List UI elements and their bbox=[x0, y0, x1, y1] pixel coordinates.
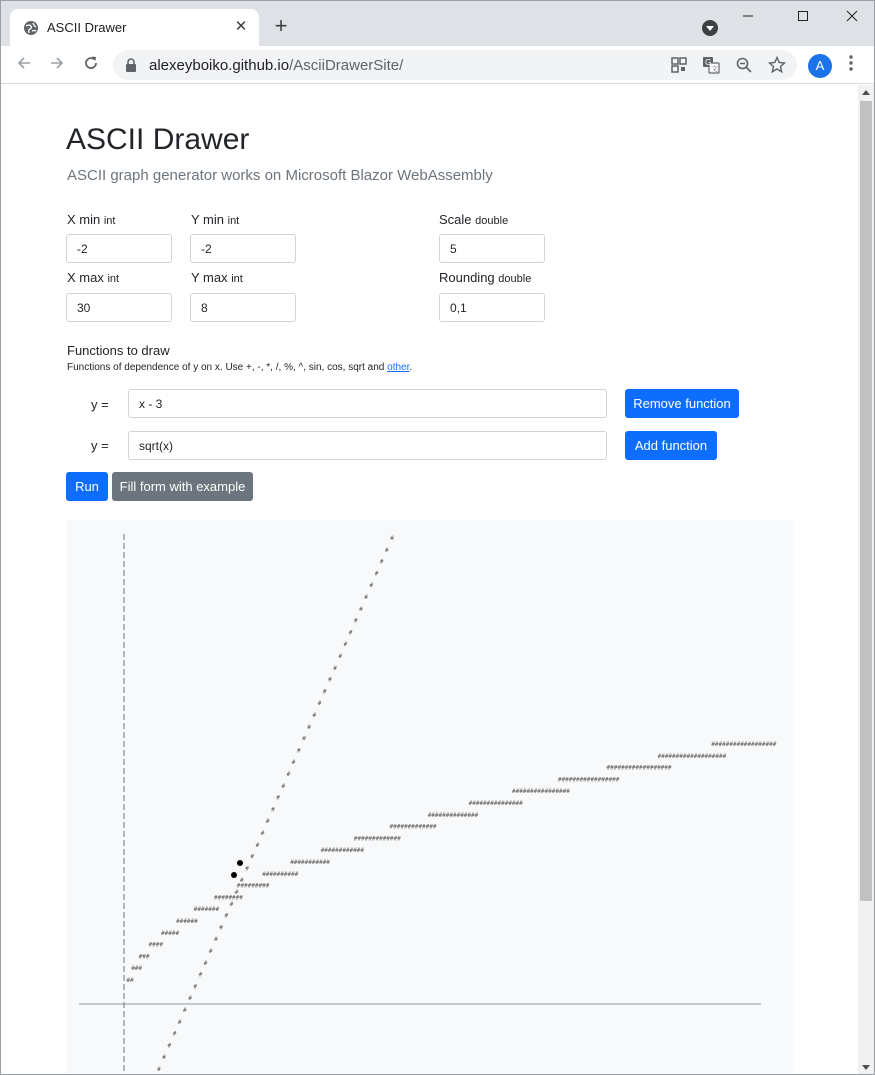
function-2-glyph: ################## bbox=[606, 764, 672, 772]
ymax-label: Y max int bbox=[191, 270, 243, 285]
function-2-glyph: ################## bbox=[711, 741, 777, 748]
ascii-plot-canvas bbox=[66, 520, 793, 1075]
function-1-glyph: # bbox=[240, 877, 244, 885]
zoom-out-icon[interactable] bbox=[735, 56, 753, 74]
function-1-glyph: # bbox=[374, 570, 379, 578]
ymax-input[interactable]: 8 bbox=[190, 293, 296, 322]
function-2-glyph: ###### bbox=[176, 918, 198, 925]
run-button[interactable]: Run bbox=[66, 472, 108, 501]
tab-close-icon[interactable]: ✕ bbox=[234, 18, 248, 35]
functions-title: Functions to draw bbox=[67, 343, 170, 358]
translate-icon[interactable] bbox=[702, 56, 720, 74]
tab-strip bbox=[1, 1, 874, 46]
function-1-glyph: # bbox=[390, 535, 394, 542]
function-1-glyph: # bbox=[354, 617, 358, 625]
function-2-glyph: ##### bbox=[161, 929, 180, 937]
function-2-glyph: ######### bbox=[236, 882, 270, 890]
function-1-glyph: # bbox=[286, 771, 291, 778]
minimize-icon[interactable] bbox=[733, 7, 763, 29]
forward-icon[interactable] bbox=[45, 53, 69, 77]
function-1-glyph: # bbox=[348, 629, 353, 637]
scrollbar-thumb[interactable] bbox=[860, 101, 872, 901]
scroll-down-icon[interactable] bbox=[862, 1065, 870, 1070]
function-2-glyph: ### bbox=[131, 965, 143, 973]
svg-text:文: 文 bbox=[711, 66, 718, 73]
remove-function-button[interactable]: Remove function bbox=[625, 389, 739, 418]
function-1-glyph: # bbox=[245, 865, 249, 873]
rounding-label: Rounding double bbox=[439, 270, 532, 285]
function-1-glyph: # bbox=[229, 900, 234, 908]
function-1-glyph: # bbox=[364, 594, 368, 601]
function-1-glyph: # bbox=[265, 818, 270, 826]
page-title: ASCII Drawer bbox=[66, 123, 250, 156]
rounding-input[interactable]: 0,1 bbox=[439, 293, 545, 322]
function-1-glyph: # bbox=[172, 1030, 177, 1038]
tab-title: ASCII Drawer bbox=[47, 20, 127, 35]
function-1-glyph: # bbox=[297, 747, 301, 755]
function-1-glyph: # bbox=[183, 1007, 187, 1014]
fill-example-button[interactable]: Fill form with example bbox=[112, 472, 253, 501]
lock-icon bbox=[125, 58, 137, 72]
scroll-up-icon[interactable] bbox=[862, 90, 870, 95]
function-1-glyph: # bbox=[317, 700, 322, 708]
globe-icon bbox=[23, 20, 39, 36]
function-1-glyph: # bbox=[188, 995, 192, 1003]
function-2-glyph: ############## bbox=[427, 811, 479, 819]
page-viewport bbox=[1, 85, 858, 1075]
function-1-glyph: # bbox=[307, 723, 311, 731]
function-2-glyph: ############ bbox=[320, 847, 365, 855]
function-1-glyph: # bbox=[291, 759, 296, 767]
scale-input[interactable]: 5 bbox=[439, 234, 545, 263]
scale-label: Scale double bbox=[439, 212, 509, 227]
menu-icon[interactable] bbox=[843, 54, 859, 78]
xmax-input[interactable]: 30 bbox=[66, 293, 172, 322]
ascii-plot bbox=[66, 520, 793, 1075]
function-1-glyph: # bbox=[193, 983, 198, 991]
ymin-label: Y min int bbox=[191, 212, 240, 227]
function-1-glyph: # bbox=[224, 912, 229, 920]
url-text: alexeyboiko.github.io/AsciiDrawerSite/ bbox=[149, 57, 404, 74]
function-1-glyph: # bbox=[385, 546, 389, 554]
function-1-glyph: # bbox=[234, 889, 239, 896]
function-1-glyph: # bbox=[359, 605, 363, 613]
function-1-glyph: # bbox=[162, 1054, 166, 1062]
bookmark-star-icon[interactable] bbox=[768, 56, 786, 74]
function-1-glyph: # bbox=[177, 1018, 182, 1026]
function-1-glyph: # bbox=[343, 641, 348, 649]
new-tab-button[interactable]: + bbox=[274, 13, 288, 38]
function-1-glyph: # bbox=[322, 688, 327, 696]
function-1-glyph: # bbox=[281, 782, 286, 790]
qr-code-icon[interactable] bbox=[670, 56, 688, 74]
function-1-glyph: # bbox=[379, 558, 384, 566]
other-link[interactable]: other bbox=[387, 362, 410, 373]
function-1-glyph: # bbox=[219, 924, 223, 932]
function-2-glyph: ## bbox=[126, 977, 134, 984]
function-2-glyph: ################ bbox=[512, 788, 570, 796]
function-1-glyph: # bbox=[255, 841, 260, 849]
add-function-button[interactable]: Add function bbox=[625, 431, 717, 460]
function-1-glyph: # bbox=[338, 653, 343, 660]
function-1-glyph: # bbox=[157, 1066, 161, 1073]
intersection-marker bbox=[237, 860, 243, 866]
maximize-icon[interactable] bbox=[788, 7, 818, 29]
function-1-glyph: # bbox=[208, 948, 213, 955]
function-1-glyph: # bbox=[167, 1042, 172, 1050]
svg-text:G: G bbox=[705, 58, 712, 67]
function-1-glyph: # bbox=[312, 712, 317, 719]
browser-toolbar bbox=[1, 46, 874, 84]
function-1-glyph: # bbox=[203, 959, 208, 967]
xmax-label: X max int bbox=[67, 270, 120, 285]
function-2-glyph: ################# bbox=[557, 776, 620, 784]
function-2-glyph: ### bbox=[138, 953, 150, 961]
tab-search-icon[interactable] bbox=[702, 20, 718, 36]
function-1-prefix: y = bbox=[91, 397, 109, 412]
function-2-input[interactable]: sqrt(x) bbox=[128, 431, 607, 460]
function-1-glyph: # bbox=[214, 936, 218, 944]
function-1-glyph: # bbox=[260, 830, 265, 837]
function-2-glyph: #### bbox=[148, 941, 163, 949]
address-bar[interactable] bbox=[113, 50, 797, 80]
function-1-glyph: # bbox=[302, 735, 306, 743]
function-2-glyph: ######## bbox=[214, 894, 243, 902]
ymin-input[interactable]: -2 bbox=[190, 234, 296, 263]
xmin-input[interactable]: -2 bbox=[66, 234, 172, 263]
function-2-glyph: ############### bbox=[468, 800, 523, 807]
function-1-glyph: # bbox=[198, 971, 203, 979]
functions-help: Functions of dependence of y on x. Use +, -, *, /, %, ^, sin, cos, sqrt and other. bbox=[67, 362, 413, 373]
back-icon[interactable] bbox=[12, 53, 36, 77]
function-2-glyph: ####### bbox=[193, 906, 220, 914]
function-2-glyph: ########## bbox=[262, 870, 299, 878]
function-2-glyph: ############# bbox=[353, 835, 401, 843]
intersection-marker bbox=[231, 872, 237, 878]
function-1-glyph: # bbox=[276, 794, 280, 802]
function-1-glyph: # bbox=[328, 676, 332, 684]
function-2-glyph: ############# bbox=[389, 823, 437, 831]
profile-avatar[interactable]: A bbox=[808, 54, 832, 78]
function-1-glyph: # bbox=[333, 664, 337, 672]
browser-tab[interactable] bbox=[10, 9, 259, 46]
function-2-glyph: ################### bbox=[657, 752, 727, 760]
function-1-glyph: # bbox=[369, 582, 374, 590]
function-1-input[interactable]: x - 3 bbox=[128, 389, 607, 418]
page-scrollbar[interactable] bbox=[858, 85, 874, 1075]
page-subtitle: ASCII graph generator works on Microsoft Blazor WebAssembly bbox=[67, 167, 493, 184]
function-1-glyph: # bbox=[271, 806, 275, 814]
function-1-glyph: # bbox=[250, 853, 255, 861]
reload-icon[interactable] bbox=[79, 53, 103, 77]
window-close-icon[interactable] bbox=[837, 7, 867, 29]
function-2-prefix: y = bbox=[91, 438, 109, 453]
xmin-label: X min int bbox=[67, 212, 116, 227]
function-2-glyph: ########### bbox=[290, 859, 330, 866]
